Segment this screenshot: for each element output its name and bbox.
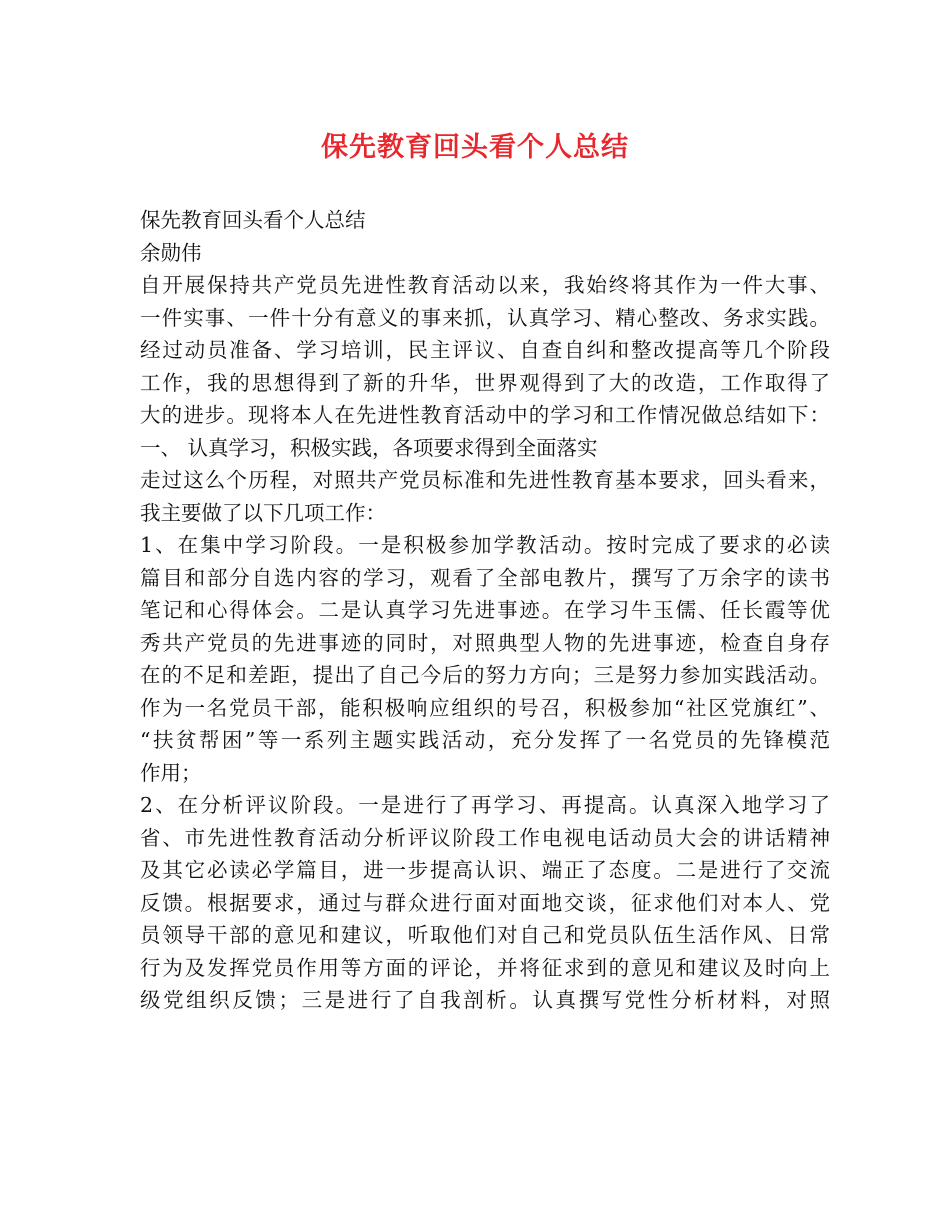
- text-line: 大的进步。现将本人在先进性教育活动中的学习和工作情况做总结如下：: [140, 403, 830, 427]
- text-line: 自开展保持共产党员先进性教育活动以来，我始终将其作为一件大事、: [140, 273, 830, 297]
- text-line: 作为一名党员干部，能积极响应组织的号召，积极参加“社区党旗红”、: [140, 695, 830, 720]
- text-line: 2、在分析评议阶段。一是进行了再学习、再提高。认真深入地学习了: [140, 793, 830, 817]
- text-line: 省、市先进性教育活动分析评议阶段工作电视电话动员大会的讲话精神: [140, 825, 830, 850]
- text-line: 经过动员准备、学习培训，民主评议、自查自纠和整改提高等几个阶段: [140, 338, 830, 362]
- text-line: 行为及发挥党员作用等方面的评论，并将征求到的意见和建议及时向上: [140, 955, 830, 980]
- text-line: 笔记和心得体会。二是认真学习先进事迹。在学习牛玉儒、任长霞等优: [140, 598, 830, 622]
- text-line: “扶贫帮困”等一系列主题实践活动，充分发挥了一名党员的先锋模范: [140, 728, 830, 752]
- text-line: 1、在集中学习阶段。一是积极参加学教活动。按时完成了要求的必读: [140, 533, 830, 557]
- document-body: [140, 204, 830, 1017]
- text-line: 反馈。根据要求，通过与群众进行面对面地交谈，征求他们对本人、党: [140, 890, 830, 915]
- document-title: 保先教育回头看个人总结: [321, 132, 629, 163]
- text-line: 员领导干部的意见和建议，听取他们对自己和党员队伍生活作风、日常: [140, 923, 830, 947]
- section-heading: 一、 认真学习，积极实践，各项要求得到全面落实: [140, 435, 598, 460]
- text-line: 作用；: [140, 760, 202, 785]
- text-line-author: 余勋伟: [140, 240, 202, 265]
- text-line: 及其它必读必学篇目，进一步提高认识、端正了态度。二是进行了交流: [140, 858, 830, 882]
- text-line: 走过这么个历程，对照共产党员标准和先进性教育基本要求，回头看来，: [140, 468, 830, 492]
- text-line: 级党组织反馈；三是进行了自我剖析。认真撰写党性分析材料，对照: [140, 988, 830, 1012]
- text-line: 篇目和部分自选内容的学习，观看了全部电教片，撰写了万余字的读书: [140, 565, 830, 590]
- text-line: 我主要做了以下几项工作：: [140, 500, 386, 525]
- text-line: 在的不足和差距，提出了自己今后的努力方向；三是努力参加实践活动。: [140, 663, 830, 687]
- text-line-subtitle: 保先教育回头看个人总结: [140, 208, 366, 232]
- text-line: 工作，我的思想得到了新的升华，世界观得到了大的改造，工作取得了: [140, 370, 830, 395]
- text-line: 秀共产党员的先进事迹的同时，对照典型人物的先进事迹，检查自身存: [140, 630, 830, 655]
- text-line: 一件实事、一件十分有意义的事来抓，认真学习、精心整改、务求实践。: [140, 305, 830, 330]
